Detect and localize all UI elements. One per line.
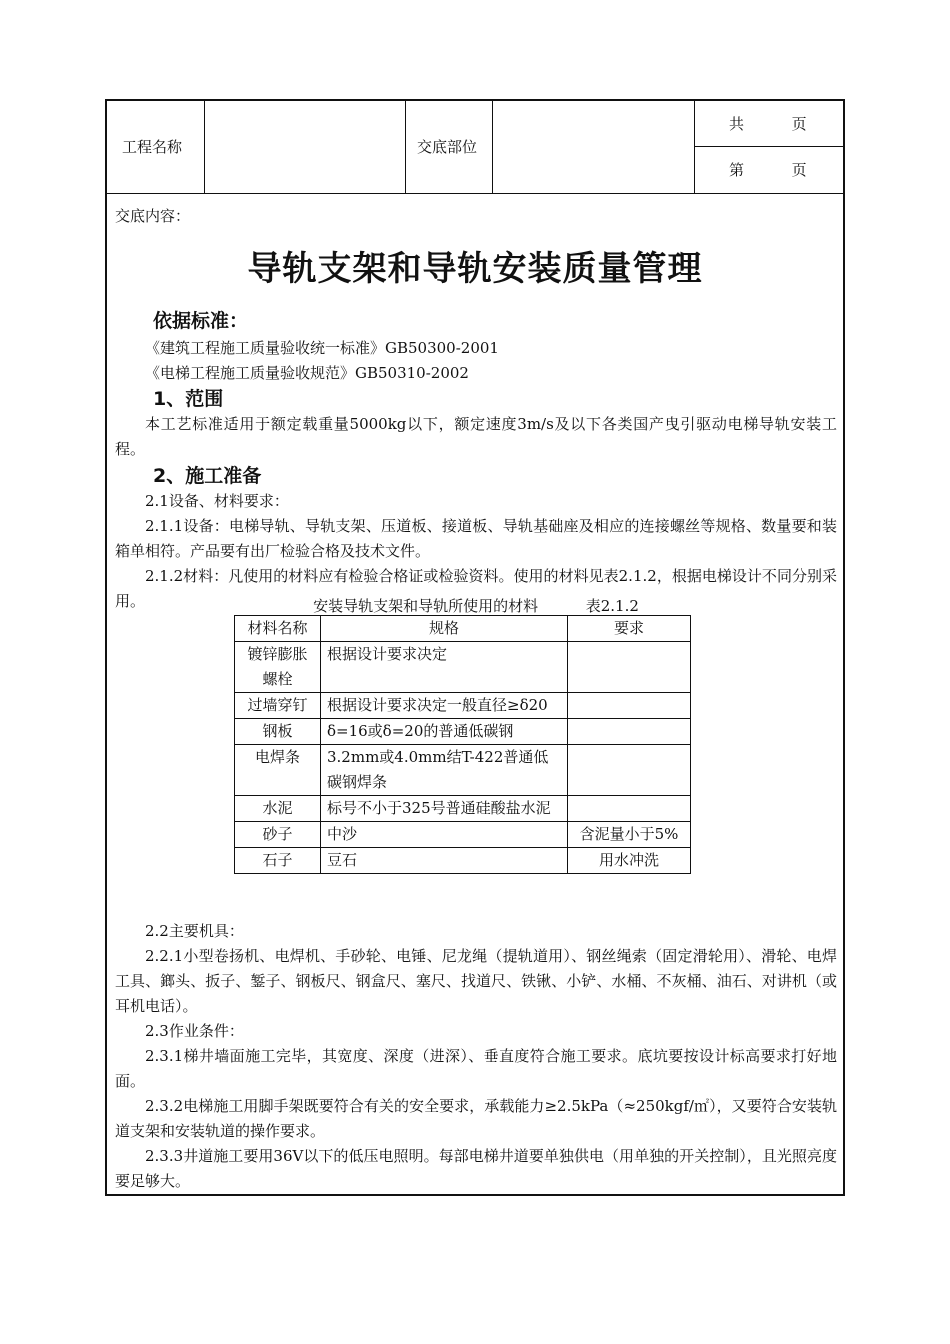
divider [694, 101, 695, 193]
material-requirement: 含泥量小于5% [568, 822, 691, 848]
divider [405, 101, 406, 193]
divider [492, 101, 493, 193]
disclosure-form [105, 99, 845, 1196]
section2-3-2: 2.3.2电梯施工用脚手架既要符合有关的安全要求，承载能力≥2.5kPa（≈250kgf/㎡），又要符合安装轨道支架和安装轨道的操作要求。 [115, 1097, 837, 1140]
section2-2-1: 2.2.1小型卷扬机、电焊机、手砂轮、电锤、尼龙绳（提轨道用）、钢丝绳索（固定滑轮用）、滑轮、电焊工具、鎯头、扳子、錾子、钢板尺、钢盒尺、塞尺、找道尺、铁锹、小铲、水桶、不灰桶、油石、对讲机（或耳机电话）。 [115, 947, 837, 1015]
material-spec: δ=16或δ=20的普通低碳钢 [321, 719, 568, 745]
material-requirement [568, 745, 691, 796]
section2-1-2: 2.1.2材料：凡使用的材料应有检验合格证或检验资料。使用的材料见表2.1.2，根据电梯设计不同分别采用。 [115, 567, 837, 610]
divider [204, 101, 205, 193]
materials-table [234, 615, 691, 874]
basis-section [115, 306, 837, 614]
material-requirement [568, 693, 691, 719]
material-requirement: 用水冲洗 [568, 848, 691, 874]
page-title: 导轨支架和导轨安装质量管理 [247, 249, 703, 289]
material-name: 电焊条 [235, 745, 321, 796]
table-row [235, 745, 691, 796]
section1-heading: 1、范围 [153, 388, 224, 410]
table-caption: 安装导轨支架和导轨所使用的材料 表2.1.2 [313, 597, 639, 615]
table-row [235, 796, 691, 822]
material-name: 石子 [235, 848, 321, 874]
material-requirement [568, 642, 691, 693]
material-name: 钢板 [235, 719, 321, 745]
table-row [235, 822, 691, 848]
material-requirement [568, 719, 691, 745]
material-spec: 豆石 [321, 848, 568, 874]
material-name: 过墙穿钉 [235, 693, 321, 719]
table-row [235, 848, 691, 874]
section2-1: 2.1设备、材料要求： [145, 492, 289, 510]
section2-3-1: 2.3.1梯井墙面施工完毕，其宽度、深度（进深）、垂直度符合施工要求。底坑要按设计标高要求打好地面。 [115, 1047, 837, 1090]
section2-heading: 2、施工准备 [153, 465, 262, 487]
content-label: 交底内容： [115, 207, 191, 225]
section2-2-title: 2.2主要机具： [145, 922, 244, 940]
section2-3-3: 2.3.3井道施工要用36V以下的低压电照明。每部电梯井道要单独供电（用单独的开关控制），且光照亮度要足够大。 [115, 1147, 837, 1190]
material-spec: 中沙 [321, 822, 568, 848]
basis-item: 《电梯工程施工质量验收规范》GB50310-2002 [145, 364, 469, 382]
page-number: 第 页 [729, 161, 807, 179]
section2-2 [115, 919, 837, 1194]
divider [694, 146, 843, 147]
material-spec: 3.2mm或4.0mm结T-422普通低碳钢焊条 [321, 745, 568, 796]
material-requirement [568, 796, 691, 822]
material-spec: 根据设计要求决定 [321, 642, 568, 693]
material-name: 砂子 [235, 822, 321, 848]
table-header-row [235, 616, 691, 642]
project-name-label: 工程名称 [122, 138, 183, 156]
material-name: 镀锌膨胀螺栓 [235, 642, 321, 693]
material-name: 水泥 [235, 796, 321, 822]
section2-1-1: 2.1.1设备：电梯导轨、导轨支架、压道板、接道板、导轨基础座及相应的连接螺丝等规格、数量要和装箱单相符。产品要有出厂检验合格及技术文件。 [115, 517, 837, 560]
column-header: 材料名称 [235, 616, 321, 642]
table-row [235, 719, 691, 745]
section2-3-title: 2.3作业条件： [145, 1022, 244, 1040]
basis-item: 《建筑工程施工质量验收统一标准》GB50300-2001 [145, 339, 499, 357]
table-row [235, 642, 691, 693]
header-row [107, 101, 843, 194]
total-pages: 共 页 [729, 115, 807, 133]
column-header: 要求 [568, 616, 691, 642]
material-spec: 标号不小于325号普通硅酸盐水泥 [321, 796, 568, 822]
material-spec: 根据设计要求决定一般直径≥δ20 [321, 693, 568, 719]
basis-heading: 依据标准： [153, 310, 249, 332]
table-row [235, 693, 691, 719]
section1-text: 本工艺标准适用于额定载重量5000kg以下，额定速度3m/s及以下各类国产曳引驱动电梯导轨安装工程。 [115, 415, 837, 458]
disclosure-part-label: 交底部位 [417, 138, 478, 156]
column-header: 规格 [321, 616, 568, 642]
